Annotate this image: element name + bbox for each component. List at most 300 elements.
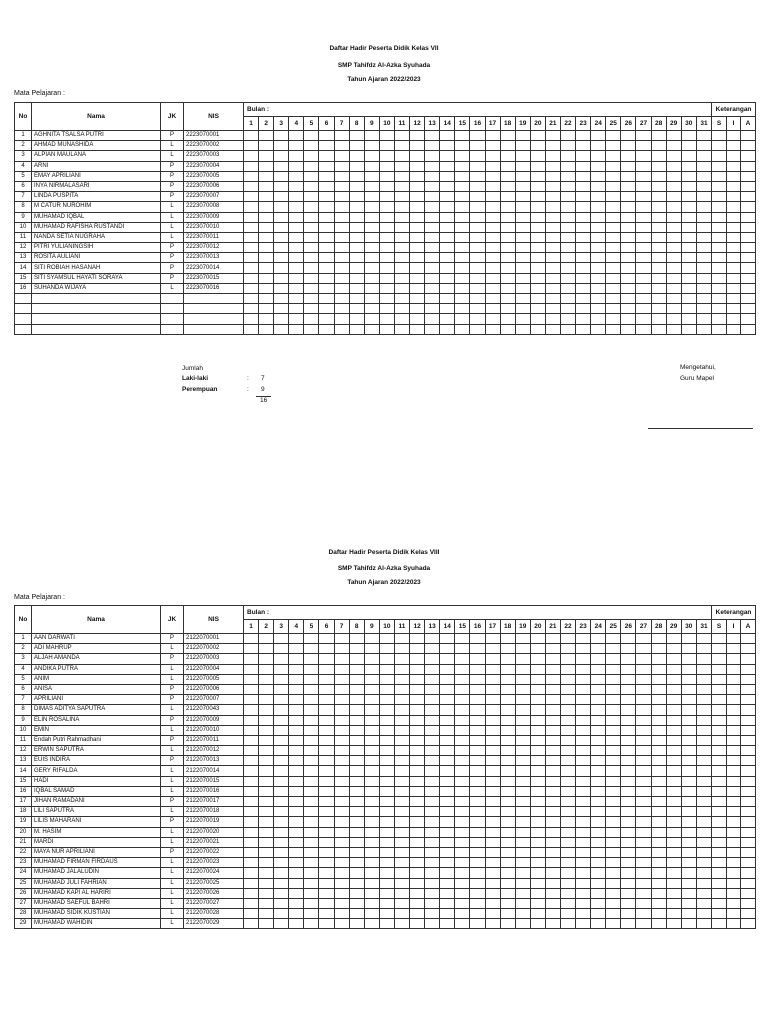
cell-empty [32,324,161,334]
cell-attendance [591,684,606,694]
cell-no: 25 [15,878,32,888]
cell-attendance [712,919,727,929]
cell-attendance [274,151,289,161]
cell-attendance [394,919,409,929]
cell-attendance [470,898,485,908]
cell-attendance [712,827,727,837]
header-day: 18 [500,117,515,131]
cell-attendance [515,817,530,827]
header-day: 19 [515,620,530,634]
cell-attendance [425,776,440,786]
cell-attendance [696,674,711,684]
cell-attendance [726,766,741,776]
cell-attendance [259,192,274,202]
cell-attendance [591,253,606,263]
cell-attendance [485,756,500,766]
cell-attendance [621,253,636,263]
cell-nis: 2122070020 [184,827,244,837]
cell-attendance [560,232,575,242]
cell-attendance [319,181,334,191]
cell-attendance [681,756,696,766]
cell-attendance [681,715,696,725]
cell-attendance [545,222,560,232]
cell-attendance [576,273,591,283]
cell-attendance [485,263,500,273]
cell-attendance [530,735,545,745]
cell-attendance [349,212,364,222]
cell-attendance [289,283,304,293]
cell-attendance [244,746,259,756]
cell-attendance [319,151,334,161]
cell-attendance [576,725,591,735]
cell-attendance [334,181,349,191]
cell-attendance [364,837,379,847]
cell-attendance [500,243,515,253]
cell-attendance [364,232,379,242]
cell-attendance [425,664,440,674]
cell-attendance [712,151,727,161]
cell-attendance [726,192,741,202]
cell-attendance [651,898,666,908]
table-header-row [15,103,756,117]
cell-attendance [470,161,485,171]
cell-attendance [606,273,621,283]
cell-attendance [741,161,756,171]
cell-attendance [425,644,440,654]
cell-attendance [410,746,425,756]
cell-nama: ANDIKA PUTRA [32,664,161,674]
cell-empty [32,314,161,324]
cell-attendance [274,263,289,273]
cell-attendance [576,192,591,202]
cell-empty [274,304,289,314]
cell-attendance [470,919,485,929]
cell-empty [500,304,515,314]
cell-attendance [334,654,349,664]
cell-attendance [425,705,440,715]
cell-attendance [651,909,666,919]
cell-empty [319,304,334,314]
cell-attendance [440,634,455,644]
cell-jk: P [161,797,184,807]
cell-attendance [259,232,274,242]
table-row [15,725,756,735]
cell-attendance [515,735,530,745]
header-day: 19 [515,117,530,131]
cell-attendance [515,715,530,725]
cell-attendance [560,674,575,684]
cell-attendance [244,151,259,161]
cell-attendance [425,283,440,293]
cell-attendance [394,756,409,766]
cell-attendance [621,644,636,654]
cell-attendance [334,858,349,868]
cell-attendance [606,263,621,273]
cell-nama: ELIN ROSALINA [32,715,161,725]
cell-attendance [712,273,727,283]
cell-attendance [636,695,651,705]
cell-attendance [485,725,500,735]
cell-attendance [530,837,545,847]
cell-attendance [379,273,394,283]
cell-attendance [394,868,409,878]
cell-no: 2 [15,141,32,151]
cell-attendance [530,181,545,191]
cell-attendance [530,674,545,684]
header-day: 28 [651,620,666,634]
cell-attendance [470,212,485,222]
cell-attendance [696,253,711,263]
cell-attendance [681,858,696,868]
cell-attendance [410,263,425,273]
cell-attendance [591,797,606,807]
cell-attendance [636,283,651,293]
cell-attendance [470,695,485,705]
cell-attendance [244,705,259,715]
cell-attendance [440,837,455,847]
cell-attendance [666,725,681,735]
cell-attendance [606,644,621,654]
cell-attendance [259,273,274,283]
cell-attendance [440,766,455,776]
header-day: 6 [319,620,334,634]
cell-jk: L [161,232,184,242]
cell-attendance [274,725,289,735]
cell-attendance [545,858,560,868]
cell-attendance [651,695,666,705]
cell-attendance [712,695,727,705]
cell-attendance [289,243,304,253]
cell-attendance [319,766,334,776]
header-ket-col: I [726,117,741,131]
cell-attendance [470,756,485,766]
cell-attendance [289,644,304,654]
cell-attendance [379,243,394,253]
cell-attendance [741,725,756,735]
cell-no: 12 [15,746,32,756]
cell-attendance [274,273,289,283]
laki-value: 7 [261,375,265,382]
header-day: 13 [425,620,440,634]
cell-attendance [349,664,364,674]
cell-attendance [244,715,259,725]
cell-attendance [470,705,485,715]
header-day: 20 [530,620,545,634]
cell-attendance [485,212,500,222]
cell-attendance [379,171,394,181]
cell-attendance [515,858,530,868]
cell-attendance [259,746,274,756]
cell-attendance [530,273,545,283]
table-row [15,664,756,674]
cell-attendance [606,243,621,253]
cell-attendance [364,654,379,664]
cell-attendance [364,797,379,807]
section2-school: SMP Tahifdz Al-Azka Syuhada [337,565,431,572]
cell-attendance [726,807,741,817]
cell-attendance [560,878,575,888]
section2-mapel-label: Mata Pelajaran : [14,594,65,601]
cell-empty [726,304,741,314]
cell-attendance [470,817,485,827]
cell-attendance [334,664,349,674]
cell-attendance [651,878,666,888]
cell-attendance [591,192,606,202]
cell-attendance [741,868,756,878]
cell-attendance [470,776,485,786]
cell-attendance [726,898,741,908]
cell-attendance [560,797,575,807]
cell-nis: 2122070002 [184,644,244,654]
cell-attendance [560,151,575,161]
cell-attendance [364,283,379,293]
cell-attendance [621,786,636,796]
cell-empty [440,294,455,304]
cell-empty [161,324,184,334]
cell-attendance [726,232,741,242]
cell-attendance [681,181,696,191]
cell-attendance [259,253,274,263]
cell-attendance [349,725,364,735]
cell-empty [349,304,364,314]
cell-attendance [319,222,334,232]
cell-empty [410,324,425,334]
cell-attendance [500,756,515,766]
cell-attendance [530,141,545,151]
cell-jk: P [161,273,184,283]
cell-attendance [621,715,636,725]
cell-attendance [379,746,394,756]
cell-attendance [394,141,409,151]
cell-attendance [696,705,711,715]
cell-attendance [304,797,319,807]
cell-attendance [545,654,560,664]
cell-attendance [470,202,485,212]
cell-attendance [244,817,259,827]
cell-attendance [500,776,515,786]
cell-empty [696,294,711,304]
cell-attendance [636,817,651,827]
cell-attendance [591,161,606,171]
cell-attendance [696,181,711,191]
cell-empty [470,324,485,334]
table-row [15,273,756,283]
cell-attendance [319,695,334,705]
cell-attendance [560,756,575,766]
cell-empty [576,304,591,314]
cell-attendance [666,837,681,847]
header-ket-col: A [741,117,756,131]
cell-attendance [530,919,545,929]
cell-attendance [319,654,334,664]
cell-empty [184,324,244,334]
cell-attendance [379,232,394,242]
cell-attendance [379,192,394,202]
cell-attendance [696,746,711,756]
cell-attendance [530,664,545,674]
cell-attendance [319,715,334,725]
cell-attendance [500,283,515,293]
cell-nis: 2122070011 [184,735,244,745]
cell-attendance [379,909,394,919]
cell-attendance [560,263,575,273]
cell-attendance [440,705,455,715]
cell-attendance [470,222,485,232]
cell-attendance [485,878,500,888]
cell-attendance [576,644,591,654]
cell-attendance [666,888,681,898]
cell-attendance [636,253,651,263]
table-row [15,756,756,766]
cell-jk: L [161,858,184,868]
header-day: 27 [636,117,651,131]
cell-attendance [379,212,394,222]
cell-attendance [455,283,470,293]
cell-attendance [696,212,711,222]
cell-attendance [289,654,304,664]
cell-attendance [712,171,727,181]
cell-empty [636,294,651,304]
cell-attendance [636,644,651,654]
cell-attendance [500,192,515,202]
cell-attendance [666,919,681,929]
cell-jk: P [161,735,184,745]
cell-attendance [621,858,636,868]
cell-attendance [681,725,696,735]
cell-attendance [636,141,651,151]
cell-attendance [425,243,440,253]
cell-attendance [515,192,530,202]
cell-attendance [364,273,379,283]
cell-empty [334,314,349,324]
cell-attendance [259,878,274,888]
cell-attendance [440,817,455,827]
cell-attendance [681,674,696,684]
cell-attendance [364,786,379,796]
cell-attendance [244,878,259,888]
cell-attendance [410,858,425,868]
cell-empty [485,304,500,314]
cell-attendance [651,797,666,807]
cell-jk: P [161,654,184,664]
cell-attendance [621,776,636,786]
cell-nama: M CATUR NUROHIM [32,202,161,212]
cell-attendance [349,888,364,898]
cell-attendance [726,705,741,715]
cell-attendance [455,786,470,796]
cell-attendance [410,878,425,888]
cell-attendance [289,797,304,807]
cell-attendance [696,161,711,171]
cell-attendance [440,192,455,202]
cell-empty [485,314,500,324]
cell-empty [334,304,349,314]
cell-empty [244,304,259,314]
cell-attendance [274,171,289,181]
cell-attendance [621,868,636,878]
cell-attendance [606,776,621,786]
cell-attendance [485,684,500,694]
cell-attendance [349,776,364,786]
cell-attendance [712,715,727,725]
cell-attendance [651,192,666,202]
cell-no: 14 [15,263,32,273]
cell-attendance [394,654,409,664]
cell-attendance [741,243,756,253]
cell-empty [15,294,32,304]
cell-attendance [425,634,440,644]
cell-attendance [621,827,636,837]
cell-attendance [470,909,485,919]
cell-attendance [696,644,711,654]
cell-attendance [560,161,575,171]
cell-attendance [591,181,606,191]
header-day: 10 [379,620,394,634]
cell-attendance [651,746,666,756]
cell-attendance [576,161,591,171]
cell-attendance [485,919,500,929]
cell-attendance [274,756,289,766]
section1-school: SMP Tahifdz Al-Azka Syuhada [337,62,431,69]
cell-attendance [364,705,379,715]
cell-attendance [621,283,636,293]
cell-attendance [591,674,606,684]
cell-attendance [334,684,349,694]
cell-attendance [560,847,575,857]
table-row [15,171,756,181]
cell-attendance [485,797,500,807]
cell-attendance [651,141,666,151]
total-value: 16 [260,397,268,404]
cell-attendance [425,141,440,151]
cell-jk: P [161,131,184,141]
cell-empty [440,304,455,314]
cell-attendance [455,746,470,756]
cell-attendance [576,131,591,141]
cell-attendance [394,674,409,684]
cell-nama: EMIN [32,725,161,735]
header-day: 24 [591,620,606,634]
header-day: 1 [244,620,259,634]
cell-attendance [651,181,666,191]
cell-attendance [576,746,591,756]
header-day: 28 [651,117,666,131]
header-ket-col: A [741,620,756,634]
cell-no: 21 [15,837,32,847]
cell-no: 8 [15,202,32,212]
cell-attendance [636,776,651,786]
cell-attendance [726,243,741,253]
cell-attendance [545,695,560,705]
cell-attendance [289,878,304,888]
cell-attendance [440,253,455,263]
cell-no: 14 [15,766,32,776]
table-row-empty [15,304,756,314]
cell-attendance [455,232,470,242]
cell-attendance [741,756,756,766]
cell-attendance [470,786,485,796]
cell-jk: L [161,664,184,674]
cell-attendance [425,202,440,212]
cell-attendance [651,644,666,654]
cell-attendance [425,684,440,694]
cell-attendance [666,181,681,191]
cell-attendance [726,909,741,919]
cell-attendance [726,684,741,694]
cell-nama: HADI [32,776,161,786]
cell-attendance [455,151,470,161]
cell-empty [364,324,379,334]
